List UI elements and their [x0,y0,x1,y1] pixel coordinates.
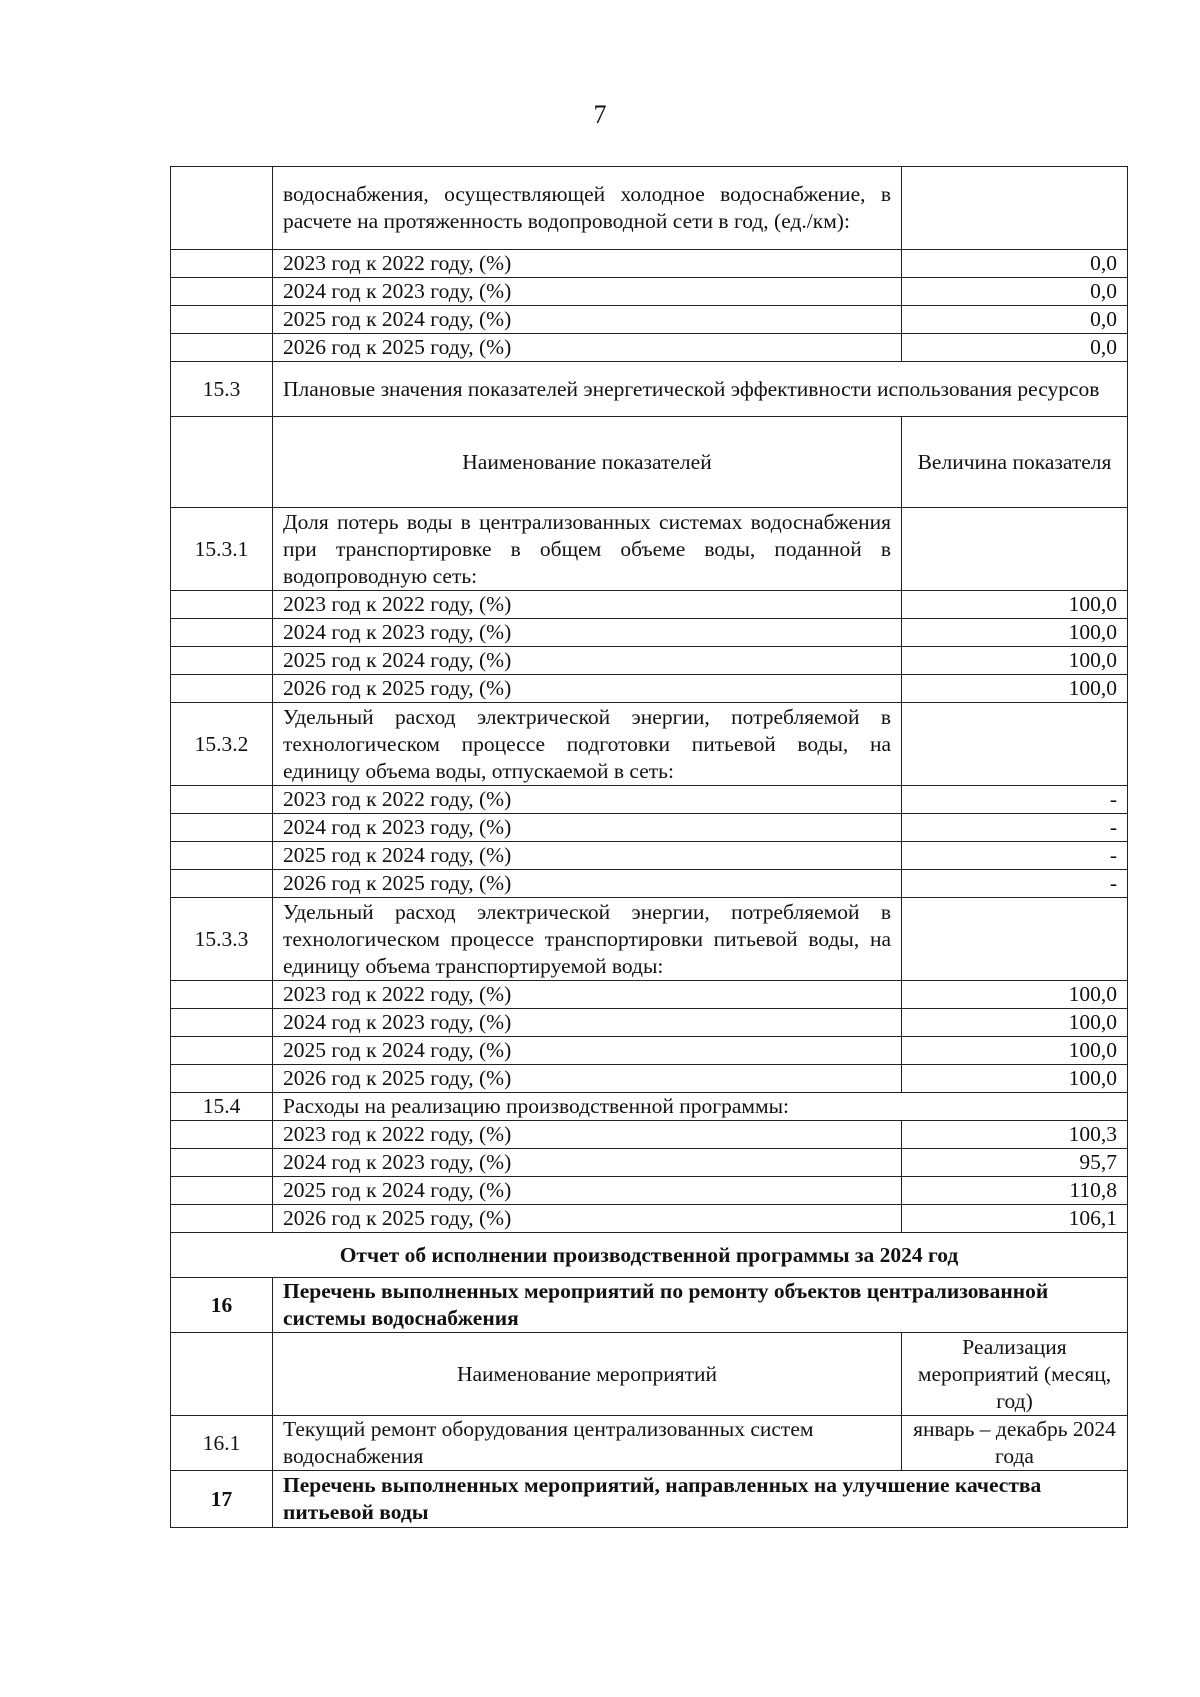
year-value: 100,0 [902,591,1128,619]
year-value: 100,0 [902,981,1128,1009]
report-title: Отчет об исполнении производственной программы за 2024 год [171,1233,1128,1278]
table-row [171,250,1128,278]
indicators-table [170,166,1128,1528]
table-row [171,306,1128,334]
section-title: Плановые значения показателей энергетической эффективности использования ресурсов [273,362,1128,417]
year-value: 0,0 [902,334,1128,362]
table-row [171,334,1128,362]
year-label: 2026 год к 2025 году, (%) [273,334,902,362]
section-row-16 [171,1278,1128,1333]
section-title: Перечень выполненных мероприятий, направленных на улучшение качества питьевой воды [273,1471,1128,1528]
indicator-text-cell: Удельный расход электрической энергии, потребляемой в технологическом процессе подготовки питьевой воды, на единицу объема воды, отпускаемой в сеть: [273,703,902,786]
year-label: 2026 год к 2025 году, (%) [273,675,902,703]
section-number: 15.4 [171,1093,273,1121]
table-row [171,278,1128,306]
year-label: 2023 год к 2022 году, (%) [273,1121,902,1149]
column-header-value: Реализация мероприятий (месяц, год) [902,1333,1128,1416]
item-number: 15.3.3 [171,898,273,981]
table-row [171,1416,1128,1471]
page-number: 7 [593,100,607,129]
year-value: - [902,814,1128,842]
report-title-row [171,1233,1128,1278]
year-value: - [902,842,1128,870]
column-header-name: Наименование мероприятий [273,1333,902,1416]
item-number: 15.3.2 [171,703,273,786]
year-label: 2024 год к 2023 году, (%) [273,1009,902,1037]
section-number: 15.3 [171,362,273,417]
year-label: 2026 год к 2025 году, (%) [273,1065,902,1093]
year-value: - [902,786,1128,814]
year-value: 100,0 [902,1065,1128,1093]
year-label: 2024 год к 2023 году, (%) [273,278,902,306]
table-header-row [171,417,1128,508]
item-number: 16.1 [171,1416,273,1471]
table-row [171,508,1128,591]
year-value: 0,0 [902,278,1128,306]
year-label: 2026 год к 2025 году, (%) [273,1205,902,1233]
year-value: 0,0 [902,250,1128,278]
section-title: Перечень выполненных мероприятий по ремонту объектов централизованной системы водоснабжения [273,1278,1128,1333]
year-label: 2025 год к 2024 году, (%) [273,306,902,334]
activity-period: январь – декабрь 2024 года [902,1416,1128,1471]
year-value: 100,3 [902,1121,1128,1149]
year-value: 100,0 [902,1009,1128,1037]
table-row [171,167,1128,250]
year-label: 2023 год к 2022 году, (%) [273,981,902,1009]
year-value: 100,0 [902,647,1128,675]
activity-name: Текущий ремонт оборудования централизованных систем водоснабжения [273,1416,902,1471]
section-row-17 [171,1471,1128,1528]
year-label: 2026 год к 2025 году, (%) [273,870,902,898]
section-row-15-3 [171,362,1128,417]
indicator-text-cell: Удельный расход электрической энергии, потребляемой в технологическом процессе транспортировки питьевой воды, на единицу объема транспортируемой воды: [273,898,902,981]
year-value: - [902,870,1128,898]
section-number: 17 [171,1471,273,1528]
year-value: 95,7 [902,1149,1128,1177]
section-row-15-4 [171,1093,1128,1121]
indicator-text-cell: водоснабжения, осуществляющей холодное водоснабжение, в расчете на протяженность водопроводной сети в год, (ед./км): [273,167,902,250]
table-header-row [171,1333,1128,1416]
year-label: 2024 год к 2023 году, (%) [273,1149,902,1177]
section-number: 16 [171,1278,273,1333]
year-label: 2025 год к 2024 году, (%) [273,647,902,675]
value-cell [902,167,1128,250]
year-label: 2023 год к 2022 году, (%) [273,250,902,278]
year-value: 100,0 [902,675,1128,703]
year-label: 2025 год к 2024 году, (%) [273,1037,902,1065]
table-row [171,898,1128,981]
year-value: 100,0 [902,619,1128,647]
column-header-name: Наименование показателей [273,417,902,508]
year-label: 2025 год к 2024 году, (%) [273,842,902,870]
year-label: 2023 год к 2022 году, (%) [273,591,902,619]
year-label: 2024 год к 2023 году, (%) [273,619,902,647]
item-number: 15.3.1 [171,508,273,591]
year-label: 2024 год к 2023 году, (%) [273,814,902,842]
year-value: 0,0 [902,306,1128,334]
year-value: 106,1 [902,1205,1128,1233]
year-value: 100,0 [902,1037,1128,1065]
year-value: 110,8 [902,1177,1128,1205]
row-number-cell [171,167,273,250]
year-label: 2025 год к 2024 году, (%) [273,1177,902,1205]
year-label: 2023 год к 2022 году, (%) [273,786,902,814]
section-title: Расходы на реализацию производственной программы: [273,1093,1128,1121]
indicator-text-cell: Доля потерь воды в централизованных системах водоснабжения при транспортировке в общем объеме воды, поданной в водопроводную сеть: [273,508,902,591]
table-row [171,703,1128,786]
column-header-value: Величина показателя [902,417,1128,508]
